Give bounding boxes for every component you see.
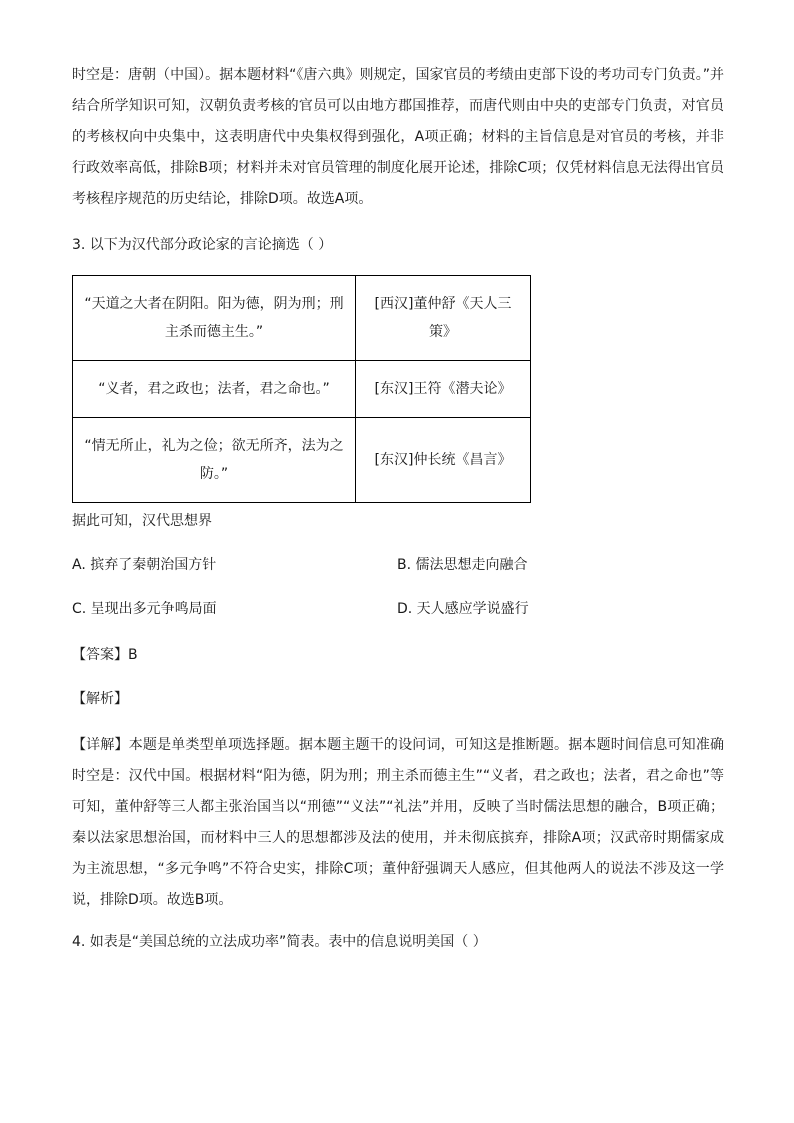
option-b: B. 儒法思想走向融合: [397, 557, 528, 573]
table-row: [73, 276, 531, 361]
q2-analysis-paragraph: 时空是：唐朝（中国）。据本题材料“《唐六典》则规定，国家官员的考绩由吏部下设的考功司专门负责。”并结合所学知识可知，汉朝负责考核的官员可以由地方郡国推荐，而唐代则由中央的吏部专门负责，对官员的考核权向中央集中，这表明唐代中央集权得到强化，A项正确；材料的主旨信息是对官员的考核，并非行政效率高低，排除B项；材料并未对官员管理的制度化展开论述，排除C项；仅凭材料信息无法得出官员考核程序规范的历史结论，排除D项。故选A项。: [72, 67, 724, 207]
q3-quote-table: [72, 275, 531, 503]
table-row: [73, 361, 531, 418]
source-cell: [东汉]仲长统《昌言》: [356, 418, 531, 503]
option-a: A. 摈弃了秦朝治国方针: [72, 557, 217, 573]
quote-cell: “情无所止，礼为之俭；欲无所齐，法为之防。”: [73, 418, 356, 503]
quote-cell: “义者，君之政也；法者，君之命也。”: [73, 361, 356, 418]
q3-stem: 3. 以下为汉代部分政论家的言论摘选（ ）: [72, 237, 333, 253]
q4-stem: 4. 如表是“美国总统的立法成功率”简表。表中的信息说明美国（ ）: [72, 934, 487, 950]
q3-detail-paragraph: 【详解】本题是单类型单项选择题。据本题主题干的设问词，可知这是推断题。据本题时间信息可知准确时空是：汉代中国。根据材料“阳为德，阴为刑；刑主杀而德主生”“义者，君之政也；法者，君之命也”等可知，董仲舒等三人都主张治国当以“刑德”“义法”“礼法”并用，反映了当时儒法思想的融合，B项正确；秦以法家思想治国，而材料中三人的思想都涉及法的使用，并未彻底摈弃，排除A项；汉武帝时期儒家成为主流思想，“多元争鸣”不符合史实，排除C项；董仲舒强调天人感应，但其他两人的说法不涉及这一学说，排除D项。故选B项。: [72, 737, 724, 908]
option-c: C. 呈现出多元争鸣局面: [72, 601, 217, 617]
source-cell: [西汉]董仲舒《天人三策》: [356, 276, 531, 361]
q3-follow-text: 据此可知，汉代思想界: [72, 513, 212, 529]
source-cell: [东汉]王符《潜夫论》: [356, 361, 531, 418]
option-d: D. 天人感应学说盛行: [397, 601, 529, 617]
q3-answer: 【答案】B: [72, 647, 138, 663]
table-row: [73, 418, 531, 503]
q3-analysis-label: 【解析】: [72, 691, 128, 707]
quote-cell: “天道之大者在阴阳。阳为德，阴为刑；刑主杀而德主生。”: [73, 276, 356, 361]
